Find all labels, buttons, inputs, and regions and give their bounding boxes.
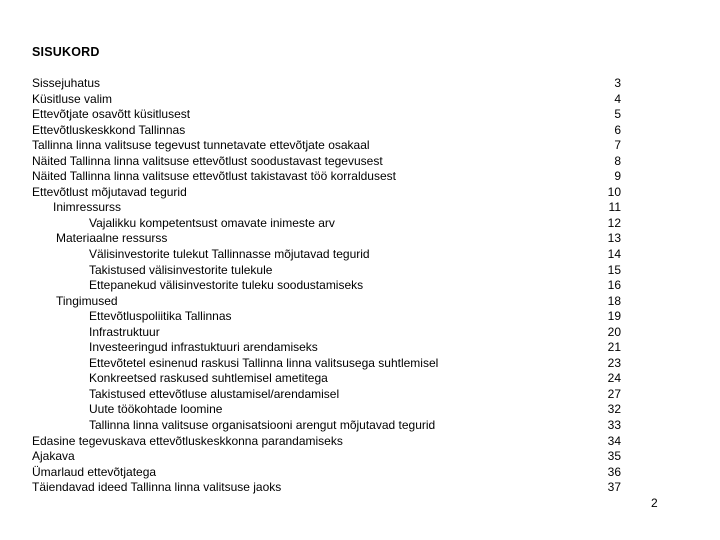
toc-entry-page: 16	[607, 278, 621, 293]
toc-entry	[32, 154, 632, 170]
toc-entry	[32, 449, 632, 465]
toc-entry	[32, 231, 632, 247]
toc-entry-title: Ümarlaud ettevõtjatega	[32, 464, 157, 479]
toc-entry-title: Välisinvestorite tulekut Tallinnasse mõjutavad tegurid	[89, 247, 370, 262]
toc-entry-title: Vajalikku kompetentsust omavate inimeste arv	[89, 215, 335, 230]
toc-entry-title: Ettevõtluskeskkond Tallinnas	[32, 122, 186, 137]
toc-entry	[32, 465, 632, 481]
toc-entry	[32, 418, 632, 434]
toc-entry	[32, 371, 632, 387]
page-title: SISUKORD	[32, 45, 100, 59]
toc-entry-title: Investeeringud infrastuktuuri arendamiseks	[89, 340, 318, 355]
toc-entry	[32, 263, 632, 279]
toc-entry-title: Tingimused	[56, 293, 118, 308]
toc-entry-page: 23	[607, 355, 621, 370]
toc-entry	[32, 216, 632, 232]
toc-entry-title: Sissejuhatus	[32, 76, 101, 90]
toc-entry-page: 6	[614, 122, 621, 137]
toc-entry	[32, 92, 632, 108]
toc-entry	[32, 200, 632, 216]
toc-entry-page: 13	[607, 231, 621, 246]
toc-entry	[32, 387, 632, 403]
toc-entry-page: 37	[607, 480, 621, 495]
toc-entry-page: 33	[607, 418, 621, 433]
toc-entry-page: 21	[607, 340, 621, 355]
table-of-contents	[32, 76, 632, 496]
toc-entry-page: 11	[608, 200, 621, 215]
toc-entry-page: 18	[607, 293, 621, 308]
page-number: 2	[651, 496, 658, 510]
toc-entry-title: Tallinna linna valitsuse tegevust tunnetavate ettevõtjate osakaal	[32, 138, 370, 153]
toc-entry-title: Inimressurss	[53, 200, 122, 215]
toc-entry-title: Infrastruktuur	[89, 324, 160, 339]
toc-entry-page: 12	[607, 215, 621, 230]
toc-entry-title: Tallinna linna valitsuse organisatsiooni arengut mõjutavad tegurid	[89, 418, 436, 433]
toc-entry-title: Takistused välisinvestorite tulekule	[89, 262, 273, 277]
toc-entry-page: 9	[614, 169, 621, 184]
toc-entry	[32, 480, 632, 496]
toc-entry-title: Materiaalne ressurss	[56, 231, 168, 246]
toc-entry-title: Takistused ettevõtluse alustamisel/arendamisel	[89, 386, 340, 401]
toc-entry-page: 32	[607, 402, 621, 417]
toc-entry	[32, 138, 632, 154]
toc-entry-page: 5	[614, 107, 621, 122]
toc-entry	[32, 169, 632, 185]
toc-entry-title: Ajakava	[32, 449, 75, 464]
toc-entry-page: 34	[607, 433, 621, 448]
toc-entry-title: Konkreetsed raskused suhtlemisel ametitega	[89, 371, 328, 386]
toc-entry-title: Täiendavad ideed Tallinna linna valitsuse jaoks	[32, 480, 282, 495]
toc-entry-page: 19	[607, 309, 621, 324]
toc-entry-page: 3	[614, 76, 621, 90]
toc-entry-title: Ettepanekud välisinvestorite tuleku soodustamiseks	[89, 278, 364, 293]
toc-entry	[32, 294, 632, 310]
toc-entry-title: Ettevõtjate osavõtt küsitlusest	[32, 107, 191, 122]
toc-entry	[32, 76, 632, 92]
toc-entry	[32, 340, 632, 356]
toc-entry-title: Uute töökohtade loomine	[89, 402, 223, 417]
toc-entry-page: 8	[614, 153, 621, 168]
toc-entry-title: Näited Tallinna linna valitsuse ettevõtlust takistavast töö korraldusest	[32, 169, 396, 184]
toc-entry	[32, 185, 632, 201]
toc-entry-page: 36	[607, 464, 621, 479]
toc-entry-page: 35	[607, 449, 621, 464]
toc-entry	[32, 107, 632, 123]
toc-entry-title: Ettevõtetel esinenud raskusi Tallinna linna valitsusega suhtlemisel	[89, 355, 439, 370]
toc-entry-page: 27	[607, 386, 621, 401]
toc-entry	[32, 123, 632, 139]
toc-entry-page: 24	[607, 371, 621, 386]
toc-entry	[32, 278, 632, 294]
toc-entry	[32, 325, 632, 341]
toc-entry-page: 10	[607, 184, 621, 199]
toc-entry-page: 4	[614, 91, 621, 106]
toc-entry-page: 7	[614, 138, 621, 153]
toc-entry-title: Ettevõtluspoliitika Tallinnas	[89, 309, 232, 324]
toc-entry-title: Edasine tegevuskava ettevõtluskeskkonna parandamiseks	[32, 433, 343, 448]
toc-entry	[32, 356, 632, 372]
toc-entry-page: 14	[607, 247, 621, 262]
toc-entry	[32, 309, 632, 325]
toc-entry	[32, 434, 632, 450]
toc-entry-page: 20	[607, 324, 621, 339]
toc-entry-page: 15	[607, 262, 621, 277]
toc-entry	[32, 402, 632, 418]
toc-entry-title: Näited Tallinna linna valitsuse ettevõtlust soodustavast tegevusest	[32, 153, 383, 168]
toc-entry-title: Küsitluse valim	[32, 91, 113, 106]
toc-entry-title: Ettevõtlust mõjutavad tegurid	[32, 184, 187, 199]
toc-entry	[32, 247, 632, 263]
